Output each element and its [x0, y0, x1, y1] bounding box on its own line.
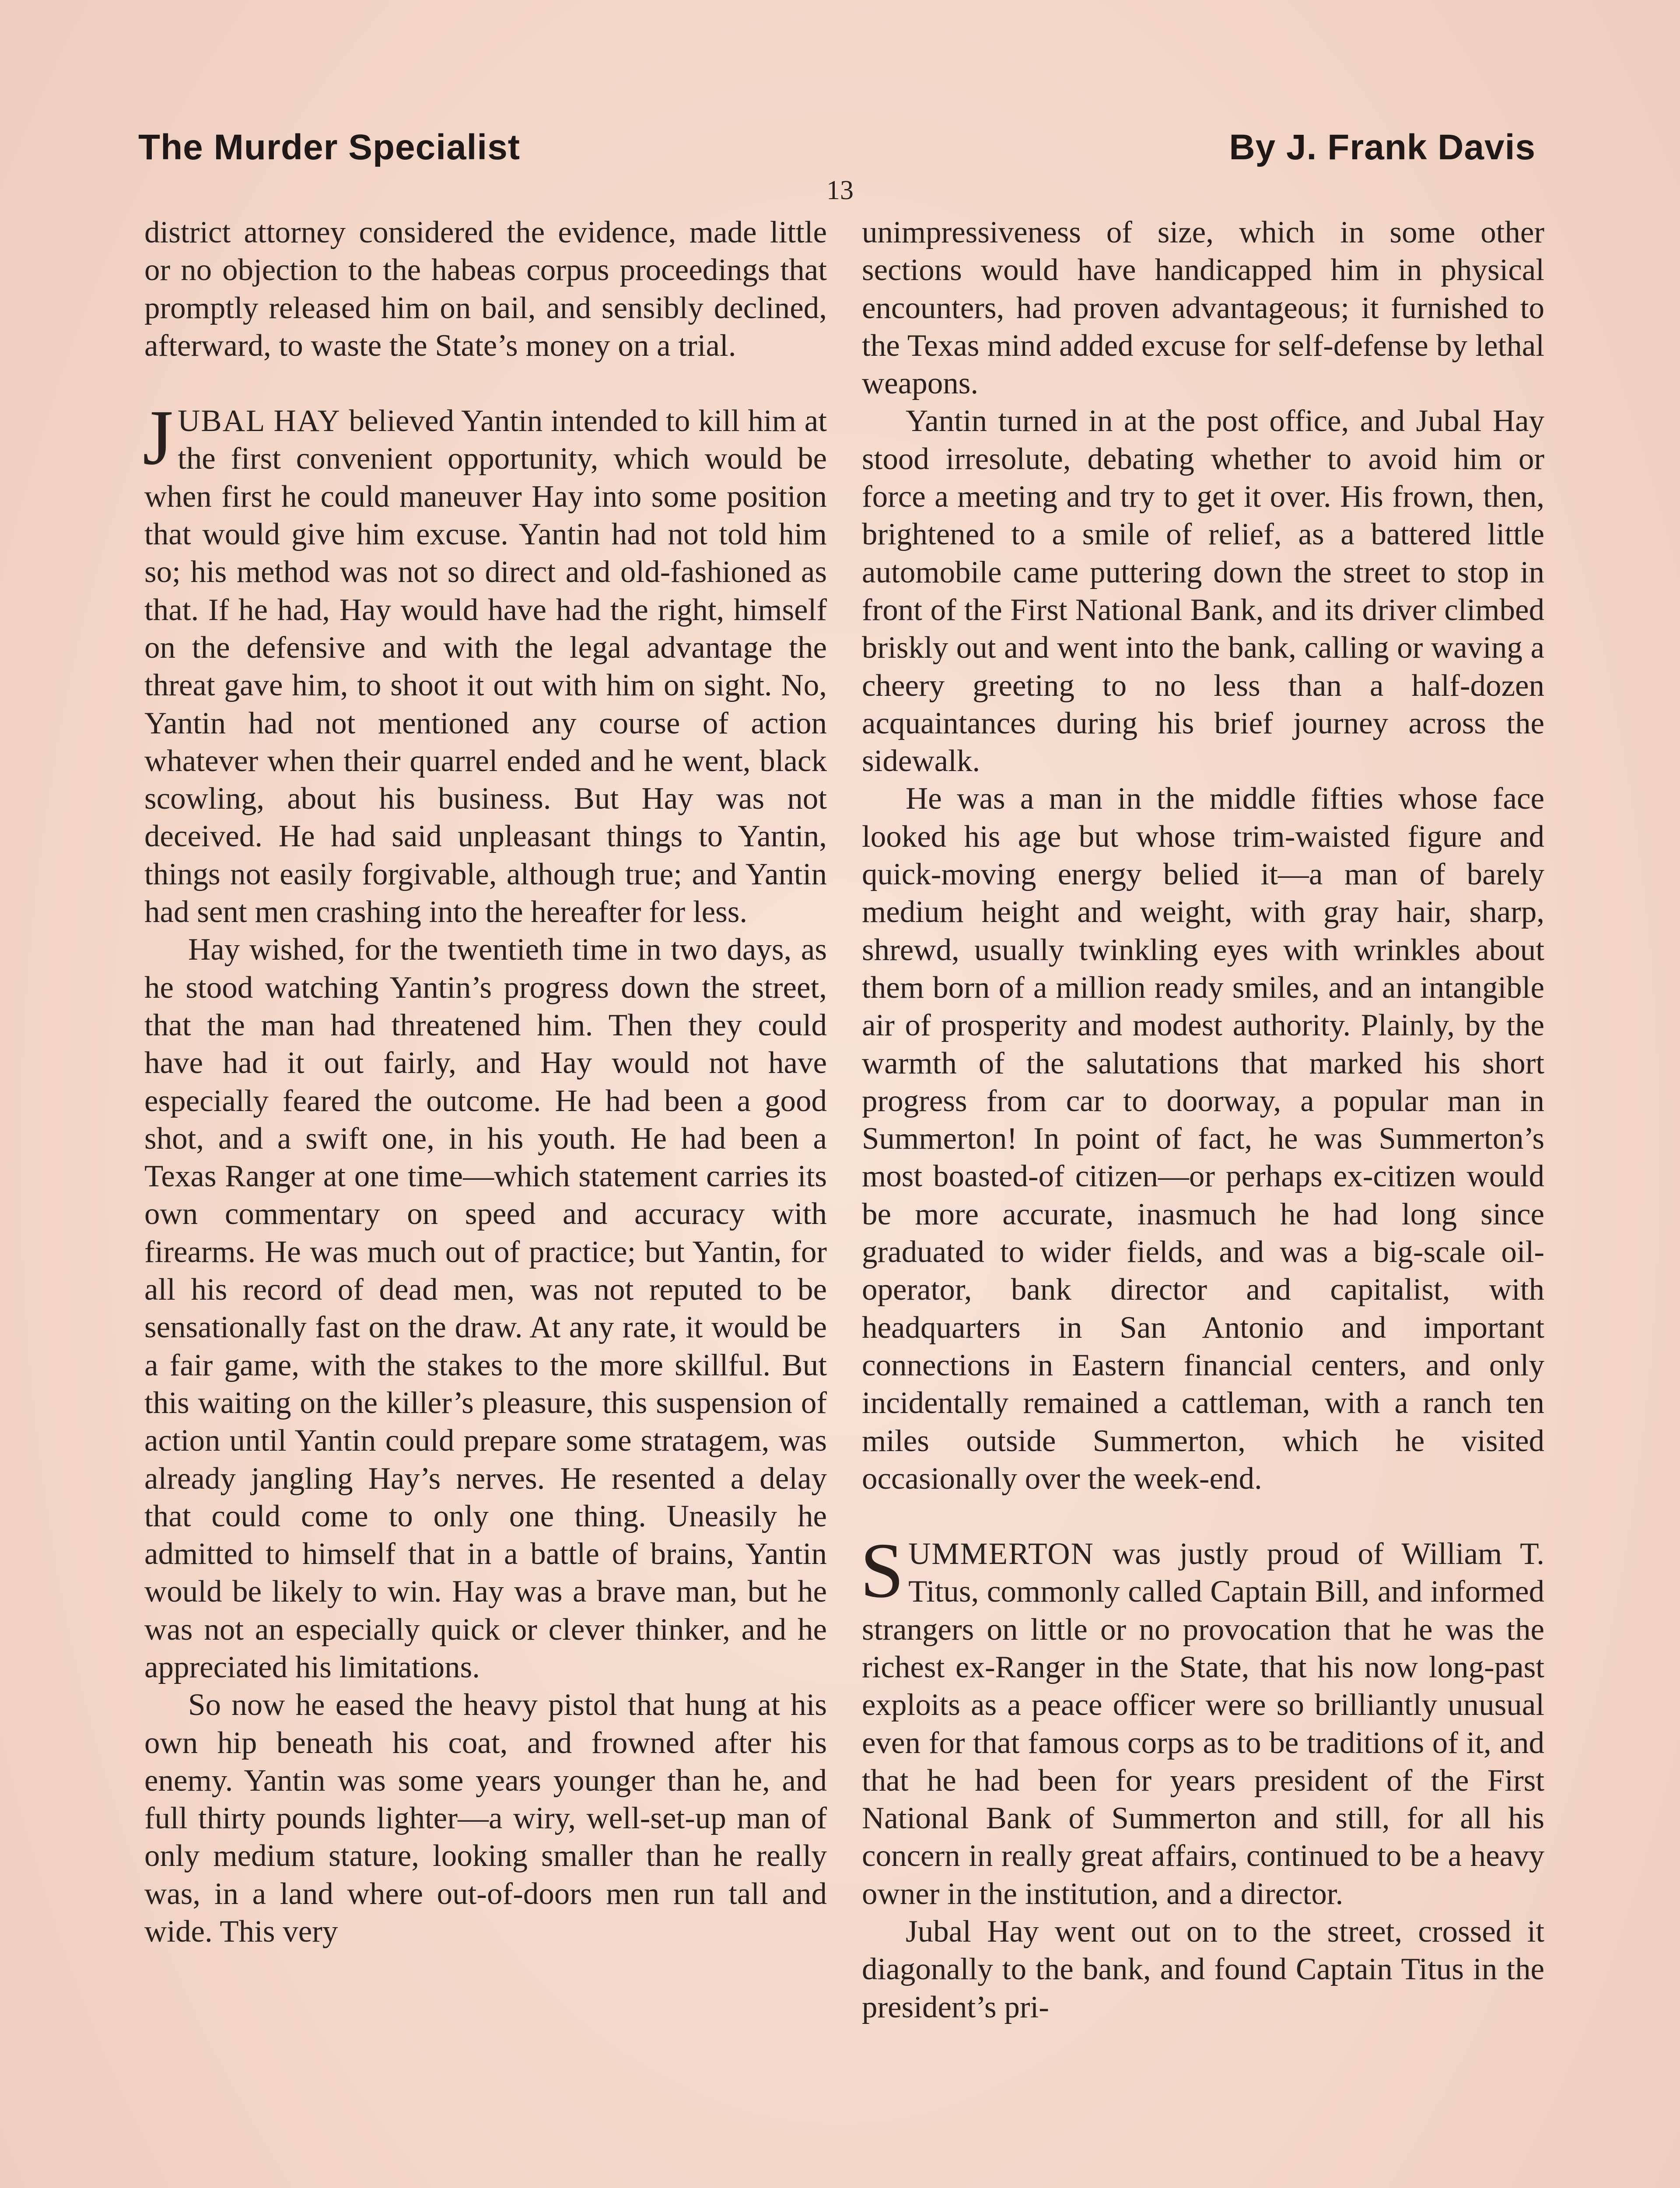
running-title: The Murder Specialist — [138, 127, 521, 167]
section-opening-paragraph — [143, 394, 827, 931]
paragraph-text: was justly proud of William T. Titus, commonly called Captain Bill, and informed strangers on little or no provocation that he was the richest ex-Ranger in the State, that his now long-past exploits as a peace officer were so brilliantly unusual even for that famous corps as to be traditions of it, and that he had been for years president of the First National Bank of Summerton and still, for all his concern in really great affairs, continued to be a heavy owner in the institution, and a director. — [862, 1537, 1544, 1911]
paragraph: Jubal Hay went out on to the street, crossed it diagonally to the bank, and found Captain Titus in the president’s pri- — [862, 1914, 1544, 2024]
paragraph: district attorney considered the evidence, made little or no objection to the habeas corpus proceedings that promptly released him on bail, and sensibly declined, afterward, to waste the State’s money on a trial. — [144, 215, 827, 363]
right-column — [862, 214, 1544, 2026]
drop-cap: J — [143, 394, 174, 481]
paragraph: So now he eased the heavy pistol that hung at his own hip beneath his coat, and frowned after his enemy. Yantin was some years younger than he, and full thirty pounds lighter—a wiry, well-set-up man of only medium stature, looking smaller than he really was, in a land where out-of-doors men run tall and wide. This very — [144, 1688, 827, 1949]
paragraph: He was a man in the middle fifties whose face looked his age but whose trim-waisted figure and quick-moving energy belied it—a man of barely medium height and weight, with gray hair, sharp, shrewd, usually twinkling eyes with wrinkles about them born of a million ready smiles, and an intangible air of prosperity and modest authority. Plainly, by the warmth of the salutations that marked his short progress from car to doorway, a popular man in Summerton! In point of fact, he was Summerton’s most boasted-of citizen—or perhaps ex-citizen would be more accurate, inasmuch he had long since graduated to wider fields, and was a big-scale oil-operator, bank director and capitalist, with headquarters in San Antonio and important connections in Eastern financial centers, and only incidentally remained a cattleman, with a ranch ten miles outside Summerton, which he visited occasionally over the week-end. — [862, 782, 1544, 1496]
drop-cap: S — [860, 1527, 904, 1614]
section-opening-paragraph — [860, 1527, 1544, 1913]
small-caps-lead: UMMERTON — [908, 1537, 1094, 1571]
left-column — [144, 214, 827, 1950]
paragraph: Hay wished, for the twentieth time in two days, as he stood watching Yantin’s progress down the street, that the man had threatened him. Then they could have had it out fairly, and Hay would not have especially feared the outcome. He had been a good shot, and a swift one, in his youth. He had been a Texas Ranger at one time—which statement carries its own commentary on speed and accuracy with firearms. He was much out of practice; but Yantin, for all his record of dead men, was not reputed to be sensationally fast on the draw. At any rate, it would be a fair game, with the stakes to the more skillful. But this waiting on the killer’s pleasure, this suspension of action until Yantin could prepare some stratagem, was already jangling Hay’s nerves. He resented a delay that could come to only one thing. Uneasily he admitted to himself that in a battle of brains, Yantin would be likely to win. Hay was a brave man, but he was not an especially quick or clever thinker, and he appreciated his limitations. — [144, 933, 827, 1684]
paragraph: unimpressiveness of size, which in some other sections would have handicapped him in physical encounters, had proven advantageous; it furnished to the Texas mind added excuse for self-defense by lethal weapons. — [862, 215, 1544, 401]
small-caps-lead: UBAL HAY — [178, 404, 341, 438]
byline: By J. Frank Davis — [1229, 127, 1536, 167]
paragraph: Yantin turned in at the post office, and Jubal Hay stood irresolute, debating whether to avoid him or force a meeting and try to get it over. His frown, then, brightened to a smile of relief, as a battered little automobile came puttering down the street to stop in front of the First National Bank, and its driver climbed briskly out and went into the bank, calling or waving a cheery greeting to no less than a half-dozen acquaintances during his brief journey across the sidewalk. — [862, 404, 1544, 778]
paragraph-text: believed Yantin intended to kill him at the first convenient opportunity, which would be when first he could maneuver Hay into some position that would give him excuse. Yantin had not told him so; his method was not so direct and old-fashioned as that. If he had, Hay would have had the right, himself on the defensive and with the legal advantage the threat gave him, to shoot it out with him on sight. No, Yantin had not mentioned any course of action whatever when their quarrel ended and he went, black scowling, about his business. But Hay was not deceived. He had said unpleasant things to Yantin, things not easily forgivable, although true; and Yantin had sent men crashing into the hereafter for less. — [144, 404, 827, 929]
page-header — [138, 127, 1536, 175]
page-number: 13 — [826, 175, 854, 205]
